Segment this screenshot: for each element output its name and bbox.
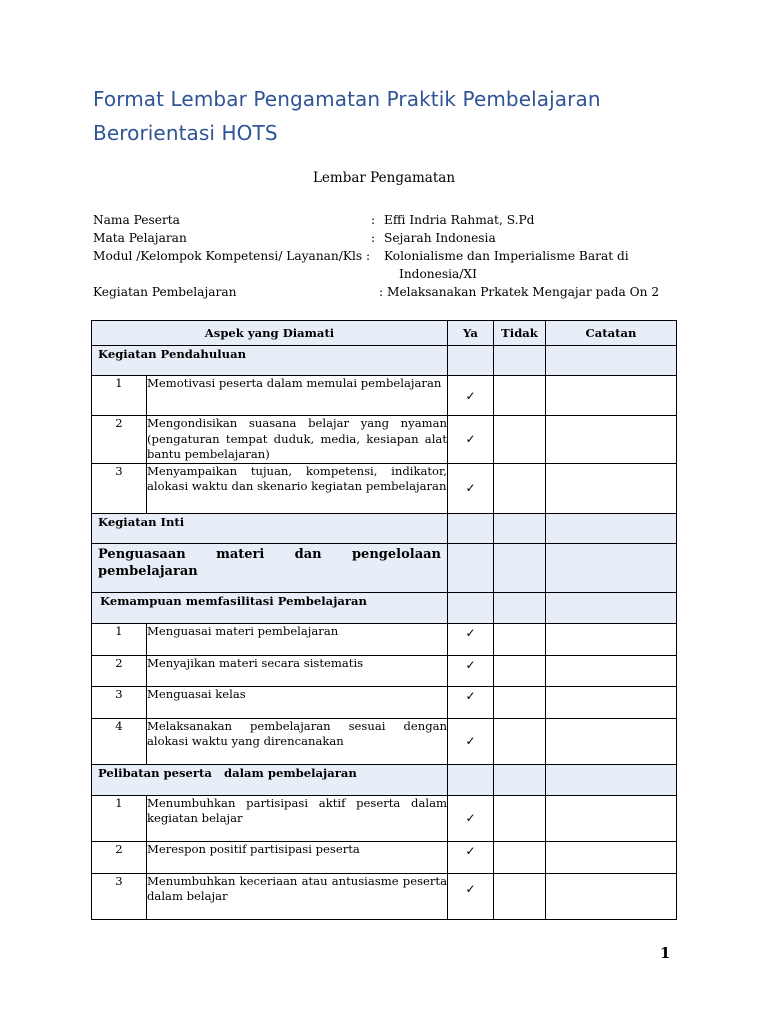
title-line-1: Format Lembar Pengamatan Praktik Pembelajaran [93, 87, 601, 111]
catatan-cell [546, 655, 677, 686]
separator: : [371, 213, 376, 227]
info-row-modul [93, 247, 693, 265]
section-label: Kegiatan Pendahuluan [92, 346, 448, 376]
row-number: 1 [92, 376, 147, 416]
header-aspek: Aspek yang Diamati [92, 321, 448, 346]
checkmark-icon: ✓ [448, 655, 494, 686]
tidak-cell [494, 686, 546, 718]
info-row-nama [93, 211, 693, 229]
table-row [92, 463, 677, 513]
checkmark-icon: ✓ [448, 463, 494, 513]
table-row [92, 623, 677, 655]
tidak-cell [494, 416, 546, 464]
catatan-cell [546, 841, 677, 873]
row-number: 3 [92, 686, 147, 718]
table-row [92, 795, 677, 841]
catatan-cell [546, 376, 677, 416]
checkmark-icon: ✓ [448, 841, 494, 873]
modul-value-2: Indonesia/XI [399, 267, 477, 281]
tidak-cell [494, 463, 546, 513]
catatan-cell [546, 873, 677, 919]
checkmark-icon: ✓ [448, 795, 494, 841]
catatan-cell [546, 686, 677, 718]
checkmark-icon: ✓ [448, 376, 494, 416]
separator: : [371, 231, 376, 245]
section-label: Kegiatan Inti [92, 513, 448, 543]
section-label: Pelibatan peserta dalam pembelajaran [92, 764, 448, 795]
catatan-cell [546, 416, 677, 464]
page-number: 1 [660, 944, 671, 962]
observation-table [91, 320, 677, 920]
modul-value: Kolonialisme dan Imperialisme Barat di [384, 249, 629, 263]
row-text: Menumbuhkan partisipasi aktif peserta dalam kegiatan belajar [147, 795, 448, 841]
row-text: Menyajikan materi secara sistematis [147, 655, 448, 686]
row-number: 1 [92, 795, 147, 841]
tidak-cell [494, 795, 546, 841]
header-tidak: Tidak [494, 321, 546, 346]
section-label: Penguasaan materi dan pengelolaan pembelajaran [92, 543, 448, 592]
mapel-value: Sejarah Indonesia [384, 231, 496, 245]
table-row [92, 416, 677, 464]
table-row [92, 686, 677, 718]
row-number: 3 [92, 873, 147, 919]
row-text: Merespon positif partisipasi peserta [147, 841, 448, 873]
tidak-cell [494, 841, 546, 873]
info-row-modul-cont [93, 265, 693, 283]
checkmark-icon: ✓ [448, 718, 494, 764]
row-text: Mengondisikan suasana belajar yang nyaman (pengaturan tempat duduk, media, kesiapan alat bantu pembelajaran) [147, 416, 447, 461]
participant-info [93, 211, 693, 301]
catatan-cell [546, 795, 677, 841]
row-number: 1 [92, 623, 147, 655]
info-row-kegiatan [93, 283, 693, 301]
row-number: 3 [92, 463, 147, 513]
nama-label: Nama Peserta [93, 213, 180, 227]
modul-label: Modul /Kelompok Kompetensi/ Layanan/Kls : [93, 249, 371, 263]
table-row [92, 655, 677, 686]
tidak-cell [494, 873, 546, 919]
row-text: Menyampaikan tujuan, kompetensi, indikator, alokasi waktu dan skenario kegiatan pembelajaran [147, 463, 448, 513]
table-row [92, 873, 677, 919]
row-number: 2 [92, 655, 147, 686]
table-row [92, 718, 677, 764]
section-label: Kemampuan memfasilitasi Pembelajaran [92, 592, 448, 623]
nama-value: Effi Indria Rahmat, S.Pd [384, 213, 535, 227]
catatan-cell [546, 463, 677, 513]
row-text: Menguasai materi pembelajaran [147, 623, 448, 655]
row-number: 4 [92, 718, 147, 764]
section-inti [92, 513, 677, 543]
row-text: Melaksanakan pembelajaran sesuai dengan alokasi waktu yang direncanakan [147, 718, 448, 764]
catatan-cell [546, 623, 677, 655]
mapel-label: Mata Pelajaran [93, 231, 187, 245]
catatan-cell [546, 718, 677, 764]
checkmark-icon: ✓ [448, 623, 494, 655]
tidak-cell [494, 718, 546, 764]
checkmark-icon: ✓ [448, 416, 494, 464]
header-catatan: Catatan [546, 321, 677, 346]
document-title [93, 82, 713, 150]
header-ya: Ya [448, 321, 494, 346]
section-fasilitasi [92, 592, 677, 623]
tidak-cell [494, 623, 546, 655]
checkmark-icon: ✓ [448, 873, 494, 919]
tidak-cell [494, 376, 546, 416]
info-row-mapel [93, 229, 693, 247]
table-header-row [92, 321, 677, 346]
row-text: Memotivasi peserta dalam memulai pembelajaran [147, 376, 448, 416]
title-line-2: Berorientasi HOTS [93, 121, 278, 145]
row-number: 2 [92, 416, 147, 464]
section-pelibatan [92, 764, 677, 795]
tidak-cell [494, 655, 546, 686]
section-pendahuluan [92, 346, 677, 376]
subtitle: Lembar Pengamatan [312, 170, 456, 186]
row-text: Menguasai kelas [147, 686, 448, 718]
kegiatan-label: Kegiatan Pembelajaran [93, 285, 237, 299]
kegiatan-value: : Melaksanakan Prkatek Mengajar pada On 2 [379, 285, 660, 299]
row-number: 2 [92, 841, 147, 873]
row-text: Menumbuhkan keceriaan atau antusiasme peserta dalam belajar [147, 873, 448, 919]
section-penguasaan [92, 543, 677, 592]
table-row [92, 376, 677, 416]
table-row [92, 841, 677, 873]
checkmark-icon: ✓ [448, 686, 494, 718]
